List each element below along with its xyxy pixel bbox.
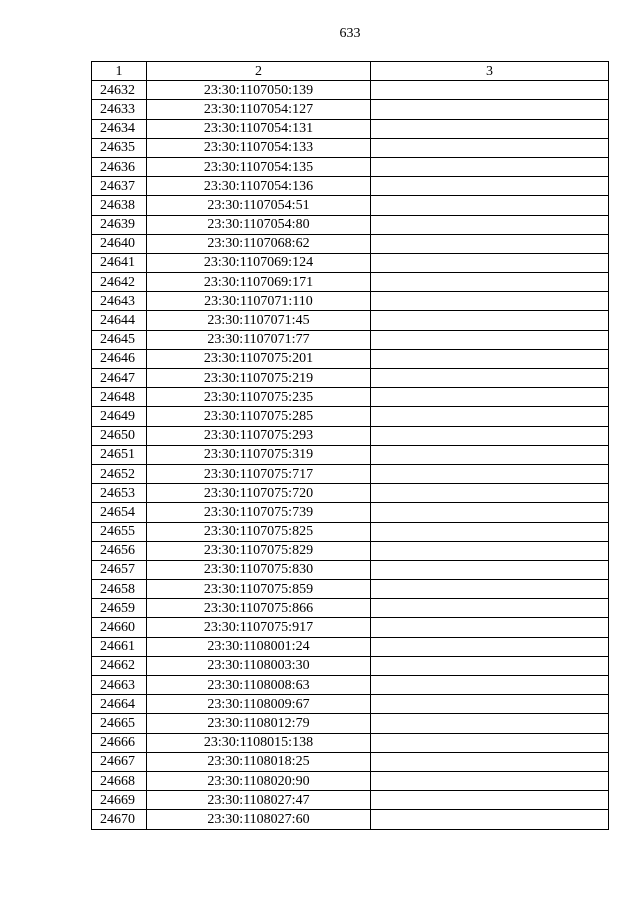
note-cell	[371, 388, 609, 407]
note-cell	[371, 464, 609, 483]
note-cell	[371, 138, 609, 157]
row-number-cell: 24632	[92, 81, 147, 100]
table-row	[92, 560, 609, 579]
note-cell	[371, 253, 609, 272]
page-number: 633	[339, 26, 361, 41]
note-cell	[371, 580, 609, 599]
table-row	[92, 215, 609, 234]
note-cell	[371, 445, 609, 464]
note-cell	[371, 560, 609, 579]
row-number-cell: 24664	[92, 695, 147, 714]
cadastral-number-cell: 23:30:1107075:825	[147, 522, 371, 541]
row-number-cell: 24648	[92, 388, 147, 407]
cadastral-number-cell: 23:30:1107075:293	[147, 426, 371, 445]
cadastral-number-cell: 23:30:1107068:62	[147, 234, 371, 253]
row-number-cell: 24657	[92, 560, 147, 579]
note-cell	[371, 369, 609, 388]
row-number-cell: 24643	[92, 292, 147, 311]
table-row	[92, 484, 609, 503]
note-cell	[371, 503, 609, 522]
row-number-cell: 24638	[92, 196, 147, 215]
table-row	[92, 752, 609, 771]
note-cell	[371, 119, 609, 138]
row-number-cell: 24651	[92, 445, 147, 464]
table-row	[92, 292, 609, 311]
table-row	[92, 618, 609, 637]
note-cell	[371, 426, 609, 445]
note-cell	[371, 292, 609, 311]
note-cell	[371, 714, 609, 733]
cadastral-number-cell: 23:30:1107075:235	[147, 388, 371, 407]
note-cell	[371, 349, 609, 368]
row-number-cell: 24661	[92, 637, 147, 656]
note-cell	[371, 676, 609, 695]
table-row	[92, 522, 609, 541]
cadastral-number-cell: 23:30:1107075:739	[147, 503, 371, 522]
note-cell	[371, 330, 609, 349]
row-number-cell: 24649	[92, 407, 147, 426]
note-cell	[371, 656, 609, 675]
row-number-cell: 24670	[92, 810, 147, 829]
table-row	[92, 330, 609, 349]
row-number-cell: 24647	[92, 369, 147, 388]
row-number-cell: 24667	[92, 752, 147, 771]
row-number-cell: 24642	[92, 273, 147, 292]
cadastral-number-cell: 23:30:1107054:51	[147, 196, 371, 215]
note-cell	[371, 81, 609, 100]
note-cell	[371, 407, 609, 426]
row-number-cell: 24668	[92, 771, 147, 790]
cadastral-number-cell: 23:30:1107071:77	[147, 330, 371, 349]
row-number-cell: 24639	[92, 215, 147, 234]
cadastral-number-cell: 23:30:1108020:90	[147, 771, 371, 790]
table-body	[92, 81, 609, 829]
row-number-cell: 24633	[92, 100, 147, 119]
cadastral-number-cell: 23:30:1107054:135	[147, 157, 371, 176]
table-row	[92, 234, 609, 253]
row-number-cell: 24654	[92, 503, 147, 522]
table-header	[92, 62, 609, 81]
table-row	[92, 771, 609, 790]
column-header-1: 1	[92, 62, 147, 81]
table-row	[92, 580, 609, 599]
registry-table	[91, 61, 609, 830]
cadastral-number-cell: 23:30:1107071:110	[147, 292, 371, 311]
cadastral-number-cell: 23:30:1107071:45	[147, 311, 371, 330]
note-cell	[371, 484, 609, 503]
table-row	[92, 714, 609, 733]
column-header-3: 3	[371, 62, 609, 81]
row-number-cell: 24652	[92, 464, 147, 483]
note-cell	[371, 810, 609, 829]
row-number-cell: 24645	[92, 330, 147, 349]
table-row	[92, 196, 609, 215]
table-row	[92, 599, 609, 618]
note-cell	[371, 695, 609, 714]
note-cell	[371, 311, 609, 330]
row-number-cell: 24662	[92, 656, 147, 675]
note-cell	[371, 157, 609, 176]
note-cell	[371, 215, 609, 234]
row-number-cell: 24660	[92, 618, 147, 637]
table-row	[92, 695, 609, 714]
row-number-cell: 24640	[92, 234, 147, 253]
cadastral-number-cell: 23:30:1108018:25	[147, 752, 371, 771]
table-row	[92, 464, 609, 483]
cadastral-number-cell: 23:30:1107075:319	[147, 445, 371, 464]
cadastral-number-cell: 23:30:1107075:866	[147, 599, 371, 618]
table-row	[92, 637, 609, 656]
note-cell	[371, 771, 609, 790]
note-cell	[371, 273, 609, 292]
note-cell	[371, 752, 609, 771]
note-cell	[371, 541, 609, 560]
cadastral-number-cell: 23:30:1107075:285	[147, 407, 371, 426]
row-number-cell: 24636	[92, 157, 147, 176]
note-cell	[371, 100, 609, 119]
table-row	[92, 157, 609, 176]
cadastral-number-cell: 23:30:1107054:133	[147, 138, 371, 157]
row-number-cell: 24669	[92, 791, 147, 810]
cadastral-number-cell: 23:30:1107054:80	[147, 215, 371, 234]
table-row	[92, 407, 609, 426]
cadastral-number-cell: 23:30:1107075:829	[147, 541, 371, 560]
table-row	[92, 810, 609, 829]
table-row	[92, 273, 609, 292]
row-number-cell: 24650	[92, 426, 147, 445]
cadastral-number-cell: 23:30:1108027:47	[147, 791, 371, 810]
cadastral-number-cell: 23:30:1108003:30	[147, 656, 371, 675]
cadastral-number-cell: 23:30:1107075:717	[147, 464, 371, 483]
table-row	[92, 388, 609, 407]
table-row	[92, 426, 609, 445]
table-row	[92, 541, 609, 560]
note-cell	[371, 733, 609, 752]
row-number-cell: 24666	[92, 733, 147, 752]
table-row	[92, 369, 609, 388]
header-row	[92, 62, 609, 81]
cadastral-number-cell: 23:30:1107075:201	[147, 349, 371, 368]
table-row	[92, 311, 609, 330]
row-number-cell: 24663	[92, 676, 147, 695]
row-number-cell: 24641	[92, 253, 147, 272]
table-row	[92, 119, 609, 138]
note-cell	[371, 522, 609, 541]
cadastral-number-cell: 23:30:1107075:219	[147, 369, 371, 388]
note-cell	[371, 234, 609, 253]
cadastral-number-cell: 23:30:1108027:60	[147, 810, 371, 829]
row-number-cell: 24665	[92, 714, 147, 733]
cadastral-number-cell: 23:30:1107075:720	[147, 484, 371, 503]
cadastral-number-cell: 23:30:1107054:136	[147, 177, 371, 196]
table-row	[92, 177, 609, 196]
table-row	[92, 656, 609, 675]
table-row	[92, 100, 609, 119]
table-row	[92, 253, 609, 272]
cadastral-number-cell: 23:30:1108012:79	[147, 714, 371, 733]
note-cell	[371, 618, 609, 637]
table-row	[92, 138, 609, 157]
table-row	[92, 676, 609, 695]
cadastral-number-cell: 23:30:1107054:131	[147, 119, 371, 138]
cadastral-number-cell: 23:30:1107075:830	[147, 560, 371, 579]
row-number-cell: 24637	[92, 177, 147, 196]
table-row	[92, 503, 609, 522]
row-number-cell: 24655	[92, 522, 147, 541]
cadastral-number-cell: 23:30:1107075:917	[147, 618, 371, 637]
table-row	[92, 733, 609, 752]
table-row	[92, 445, 609, 464]
row-number-cell: 24644	[92, 311, 147, 330]
note-cell	[371, 637, 609, 656]
table-row	[92, 349, 609, 368]
row-number-cell: 24656	[92, 541, 147, 560]
cadastral-number-cell: 23:30:1108001:24	[147, 637, 371, 656]
row-number-cell: 24659	[92, 599, 147, 618]
cadastral-number-cell: 23:30:1108015:138	[147, 733, 371, 752]
cadastral-number-cell: 23:30:1107069:124	[147, 253, 371, 272]
cadastral-number-cell: 23:30:1107075:859	[147, 580, 371, 599]
note-cell	[371, 196, 609, 215]
column-header-2: 2	[147, 62, 371, 81]
table-row	[92, 791, 609, 810]
row-number-cell: 24635	[92, 138, 147, 157]
note-cell	[371, 791, 609, 810]
table-row	[92, 81, 609, 100]
note-cell	[371, 177, 609, 196]
cadastral-number-cell: 23:30:1107054:127	[147, 100, 371, 119]
row-number-cell: 24658	[92, 580, 147, 599]
cadastral-number-cell: 23:30:1108008:63	[147, 676, 371, 695]
cadastral-number-cell: 23:30:1108009:67	[147, 695, 371, 714]
row-number-cell: 24646	[92, 349, 147, 368]
cadastral-number-cell: 23:30:1107069:171	[147, 273, 371, 292]
note-cell	[371, 599, 609, 618]
row-number-cell: 24634	[92, 119, 147, 138]
cadastral-number-cell: 23:30:1107050:139	[147, 81, 371, 100]
row-number-cell: 24653	[92, 484, 147, 503]
